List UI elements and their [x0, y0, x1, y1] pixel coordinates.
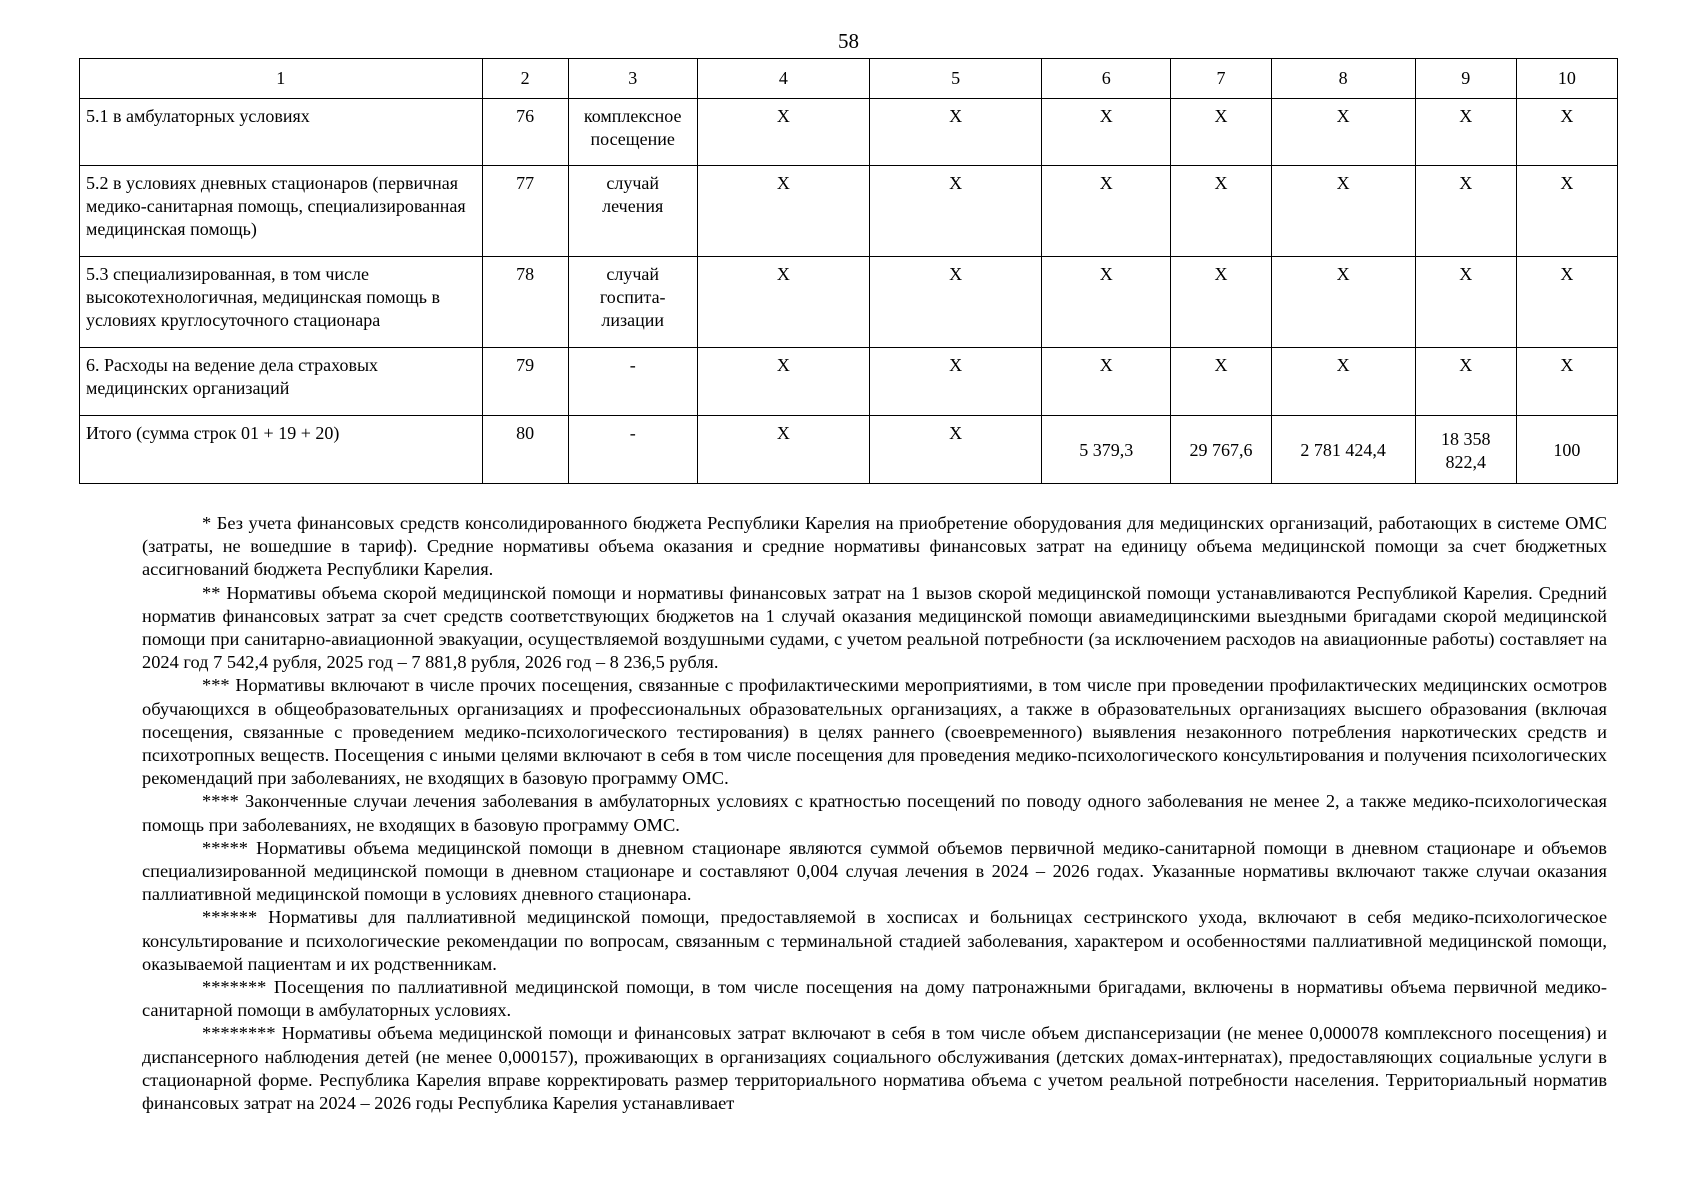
- row-number: 80: [482, 416, 568, 484]
- table-cell: X: [1415, 257, 1516, 348]
- table-cell: X: [697, 416, 869, 484]
- column-header: 10: [1516, 59, 1617, 99]
- footnote: * Без учета финансовых средств консолидированного бюджета Республики Карелия на приобретение оборудования для медицинских организаций, работающих в системе ОМС (затраты, не вошедшие в тариф). Средние нормативы объема оказания и средние нормативы финансовых затрат на единицу объема медицинской помощи за счет бюджетных ассигнований бюджета Республики Карелия.: [142, 513, 1607, 580]
- unit-cell: -: [568, 416, 697, 484]
- footnote: ******** Нормативы объема медицинской помощи и финансовых затрат включают в себя в том числе объем диспансеризации (не менее 0,000078 комплексного посещения) и диспансерного наблюдения детей (не менее 0,000157), проживающих в организациях социального обслуживания (детских домах-интернатах), предоставляющих социальные услуги в стационарной форме. Республика Карелия вправе корректировать размер территориального норматива объема с учетом реальной потребности населения. Территориальный норматив финансовых затрат на 2024 – 2026 годы Республика Карелия устанавливает: [142, 1023, 1607, 1114]
- footnote: ****** Нормативы для паллиативной медицинской помощи, предоставляемой в хосписах и больницах сестринского ухода, включают в себя медико-психологическое консультирование и психологические рекомендации по вопросам, связанным с терминальной стадией заболевания, характером и особенностями паллиативной медицинской помощи, оказываемой пациентам и их родственникам.: [142, 907, 1607, 974]
- table-cell: X: [1271, 348, 1415, 416]
- table-cell: X: [1042, 99, 1171, 166]
- table-row: [80, 257, 1618, 348]
- unit-cell: случай лечения: [568, 166, 697, 257]
- table-cell: X: [1171, 166, 1271, 257]
- table-cell: X: [1415, 99, 1516, 166]
- table-cell: X: [1415, 348, 1516, 416]
- column-header: 1: [80, 59, 483, 99]
- column-header: 8: [1271, 59, 1415, 99]
- column-header: 7: [1171, 59, 1271, 99]
- unit-cell: комплексное посещение: [568, 99, 697, 166]
- table-cell: X: [1516, 348, 1617, 416]
- table-cell: X: [870, 99, 1042, 166]
- unit-cell: случай госпита-лизации: [568, 257, 697, 348]
- table-cell: 2 781 424,4: [1271, 416, 1415, 484]
- row-label: 5.1 в амбулаторных условиях: [80, 99, 483, 166]
- table-cell: X: [1516, 257, 1617, 348]
- table-header-row: [80, 59, 1618, 99]
- table-cell: X: [1415, 166, 1516, 257]
- page-number: 58: [838, 29, 859, 53]
- footnote: *** Нормативы включают в числе прочих посещения, связанные с профилактическими мероприятиями, в том числе при проведении профилактических медицинских осмотров обучающихся в общеобразовательных организациях и профессиональных образовательных организациях, а также в образовательных организациях высшего образования (включая посещения, связанные с проведением медико-психологического тестирования) в целях раннего (своевременного) выявления незаконного потребления наркотических средств и психотропных веществ. Посещения с иными целями включают в себя в том числе посещения для проведения медико-психологического консультирования и получения психологических рекомендаций при заболеваниях, не входящих в базовую программу ОМС.: [142, 675, 1607, 789]
- norms-table: [79, 58, 1618, 484]
- footnote: ***** Нормативы объема медицинской помощи в дневном стационаре являются суммой объемов первичной медико-санитарной помощи в дневном стационаре и объемов специализированной медицинской помощи в дневном стационаре и составляют 0,004 случая лечения в 2024 – 2026 годах. Указанные нормативы включают также случаи оказания паллиативной медицинской помощи в условиях дневного стационара.: [142, 837, 1607, 905]
- row-label: Итого (сумма строк 01 + 19 + 20): [80, 416, 483, 484]
- row-number: 78: [482, 257, 568, 348]
- row-number: 79: [482, 348, 568, 416]
- row-label: 5.3 специализированная, в том числе высокотехнологичная, медицинская помощь в условиях круглосуточного стационара: [80, 257, 483, 348]
- row-label: 6. Расходы на ведение дела страховых медицинских организаций: [80, 348, 483, 416]
- table-cell: X: [1042, 257, 1171, 348]
- table-cell: X: [697, 348, 869, 416]
- table-cell: 100: [1516, 416, 1617, 484]
- column-header: 4: [697, 59, 869, 99]
- table-cell: X: [697, 257, 869, 348]
- table-cell: X: [1171, 348, 1271, 416]
- column-header: 2: [482, 59, 568, 99]
- row-label: 5.2 в условиях дневных стационаров (первичная медико-санитарная помощь, специализированная медицинская помощь): [80, 166, 483, 257]
- footnotes: [142, 512, 1607, 1115]
- column-header: 3: [568, 59, 697, 99]
- table-cell: X: [870, 257, 1042, 348]
- table-cell: X: [870, 166, 1042, 257]
- table-cell: X: [697, 99, 869, 166]
- table-cell: 18 358 822,4: [1415, 416, 1516, 484]
- table-cell: X: [1042, 166, 1171, 257]
- unit-cell: -: [568, 348, 697, 416]
- table-cell: X: [697, 166, 869, 257]
- table-cell: X: [1271, 166, 1415, 257]
- column-header: 5: [870, 59, 1042, 99]
- footnote: **** Законченные случаи лечения заболевания в амбулаторных условиях с кратностью посещений по поводу одного заболевания не менее 2, а также медико-психологическая помощь при заболеваниях, не входящих в базовую программу ОМС.: [142, 791, 1607, 835]
- table-cell: X: [870, 348, 1042, 416]
- table-cell: X: [1271, 99, 1415, 166]
- table-cell: X: [1516, 99, 1617, 166]
- row-number: 76: [482, 99, 568, 166]
- footnote: ** Нормативы объема скорой медицинской помощи и нормативы финансовых затрат на 1 вызов скорой медицинской помощи устанавливаются Республикой Карелия. Средний норматив финансовых затрат за счет средств соответствующих бюджетов на 1 случай оказания медицинской помощи авиамедицинскими выездными бригадами скорой медицинской помощи при санитарно-авиационной эвакуации, осуществляемой воздушными судами, с учетом реальной потребности (за исключением расходов на авиационные работы) составляет на 2024 год 7 542,4 рубля, 2025 год – 7 881,8 рубля, 2026 год – 8 236,5 рубля.: [142, 582, 1607, 673]
- column-header: 9: [1415, 59, 1516, 99]
- table-row: [80, 348, 1618, 416]
- column-header: 6: [1042, 59, 1171, 99]
- table-row-total: [80, 416, 1618, 484]
- table-cell: X: [1516, 166, 1617, 257]
- footnote: ******* Посещения по паллиативной медицинской помощи, в том числе посещения на дому патронажными бригадами, включены в нормативы объема первичной медико-санитарной помощи в амбулаторных условиях.: [142, 977, 1607, 1021]
- table-cell: X: [1171, 257, 1271, 348]
- table-cell: X: [870, 416, 1042, 484]
- table-cell: 29 767,6: [1171, 416, 1271, 484]
- table-cell: 5 379,3: [1042, 416, 1171, 484]
- table-row: [80, 166, 1618, 257]
- table-cell: X: [1042, 348, 1171, 416]
- table-row: [80, 99, 1618, 166]
- table-cell: X: [1171, 99, 1271, 166]
- table-cell: X: [1271, 257, 1415, 348]
- row-number: 77: [482, 166, 568, 257]
